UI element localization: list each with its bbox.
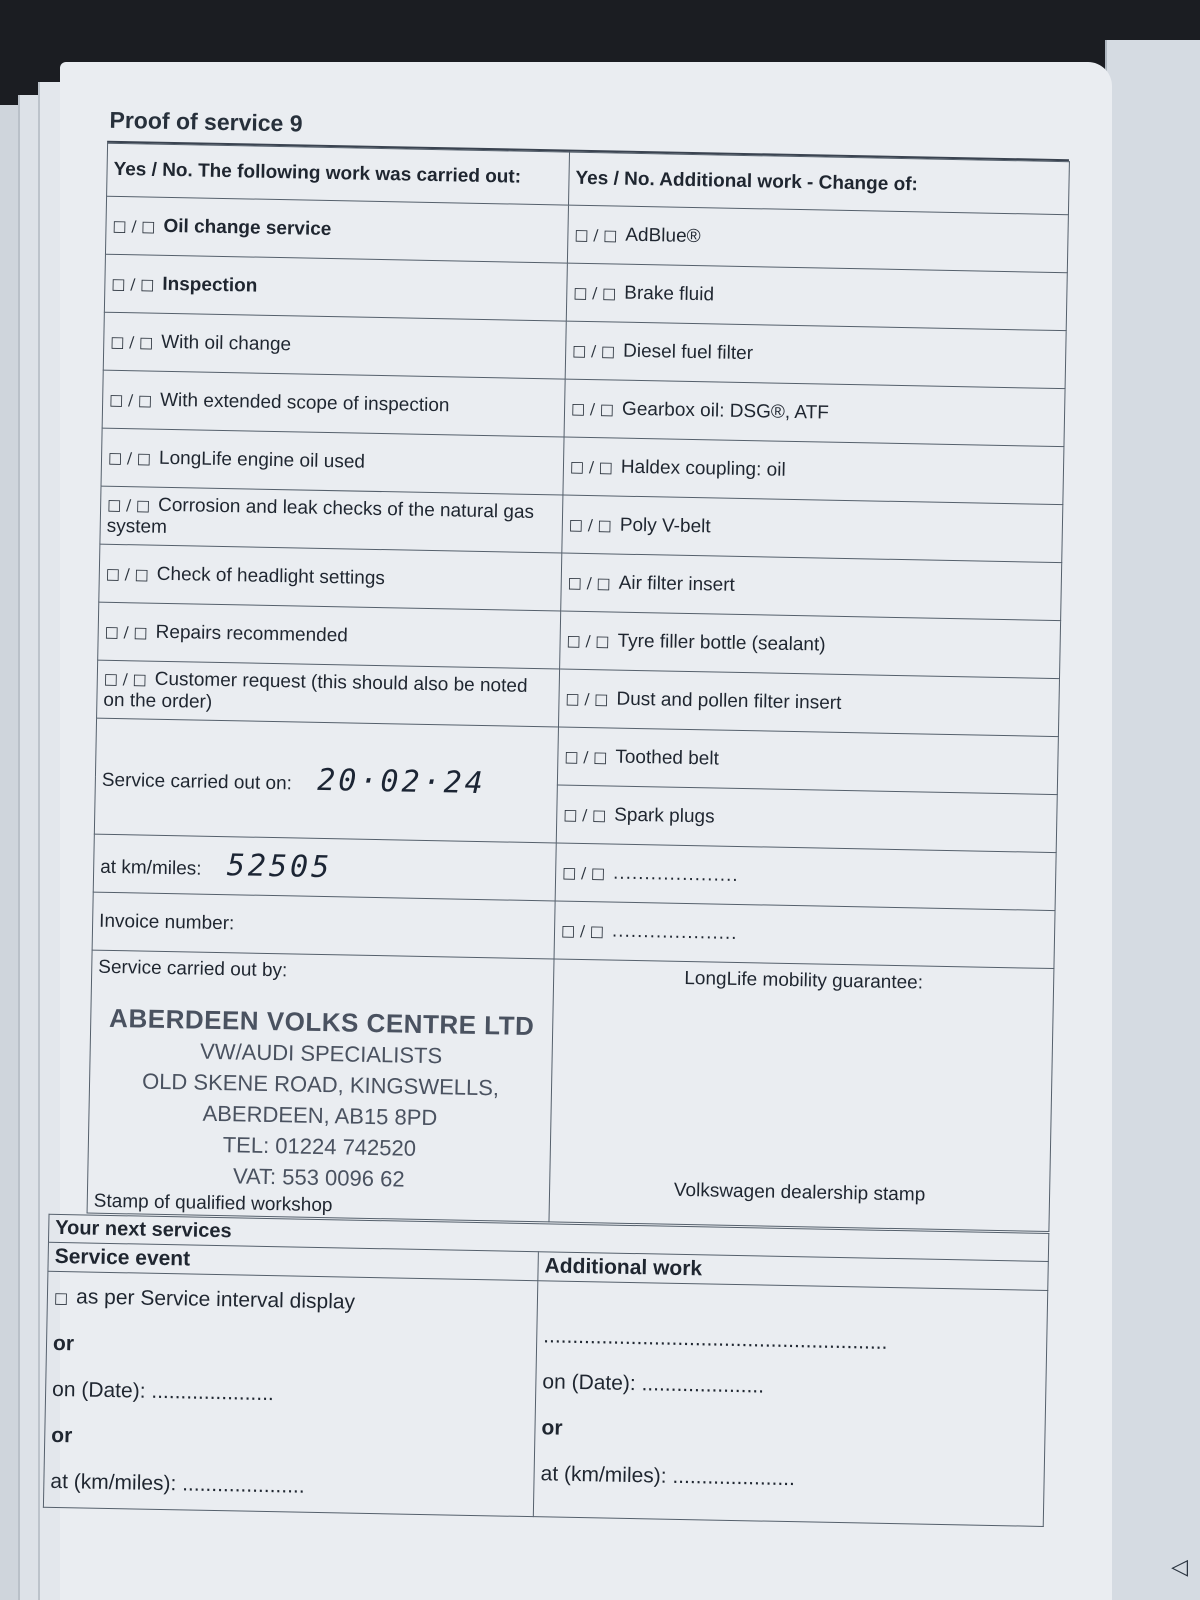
service-date-value[interactable]: 20·02·24 — [316, 762, 487, 802]
left-item: □ / □ With extended scope of inspection — [102, 370, 565, 437]
checkbox-pair[interactable]: □ / □ — [106, 495, 151, 515]
mileage-value[interactable]: 52505 — [226, 848, 333, 886]
checkbox-pair[interactable]: □ / □ — [562, 863, 606, 882]
next-mileage-right[interactable]: at (km/miles): ..................... — [540, 1462, 796, 1491]
next-date[interactable]: on (Date): ..................... — [51, 1377, 275, 1406]
dealer-stamp-area — [556, 988, 1047, 1187]
service-date-label: Service carried out on: — [101, 769, 293, 795]
checkbox-pair[interactable]: □ / □ — [560, 921, 605, 940]
invoice-cell — [92, 892, 555, 959]
checkbox-pair[interactable]: □ / □ — [112, 216, 156, 236]
next-services-table — [43, 1214, 1049, 1527]
facing-page — [1105, 40, 1200, 1600]
service-date-cell — [94, 718, 558, 843]
checkbox-pair[interactable]: □ / □ — [107, 448, 152, 468]
stamp-line-6: VAT: 553 0096 62 — [232, 1163, 405, 1192]
additional-work-line[interactable]: ........................................................... — [543, 1324, 888, 1354]
right-header: Yes / No. Additional work - Change of: — [568, 152, 1069, 215]
left-item: □ / □ Repairs recommended — [98, 602, 561, 669]
next-date-right[interactable]: on (Date): ..................... — [542, 1370, 765, 1398]
checkbox-pair[interactable]: □ / □ — [567, 573, 611, 592]
right-item: □ / □ Haldex coupling: oil — [563, 437, 1064, 505]
checkbox-pair[interactable]: □ / □ — [563, 805, 607, 824]
checkbox-pair[interactable]: □ / □ — [574, 225, 618, 245]
left-header: Yes / No. The following work was carried out: — [107, 143, 570, 205]
left-item: □ / □ With oil change — [103, 312, 566, 379]
checkbox-pair[interactable]: □ / □ — [572, 341, 616, 361]
right-item: □ / □ Poly V-belt — [562, 495, 1063, 563]
stamp-right-label: Volkswagen dealership stamp — [673, 1179, 926, 1206]
workshop-stamp — [94, 1003, 546, 1198]
right-item: □ / □ Air filter insert — [561, 553, 1062, 621]
left-item: □ / □ LongLife engine oil used — [101, 428, 564, 495]
checkbox-pair[interactable]: □ / □ — [570, 399, 615, 418]
right-item: □ / □ Toothed belt — [557, 727, 1058, 795]
checkbox-pair[interactable]: □ / □ — [568, 515, 612, 534]
additional-work-header: Additional work — [538, 1252, 1048, 1291]
left-item: □ / □ Customer request (this should also be noted on the order) — [97, 660, 560, 727]
service-event-header: Service event — [48, 1242, 538, 1280]
stamp-row — [87, 950, 1054, 1231]
right-item: □ / □ .................... — [555, 843, 1056, 911]
mileage-cell — [93, 834, 556, 901]
stamp-line-2: VW/AUDI SPECIALISTS — [199, 1038, 443, 1069]
checkbox-pair[interactable]: □ / □ — [573, 283, 617, 303]
right-item: □ / □ Tyre filler bottle (sealant) — [560, 611, 1061, 679]
checkbox-pair[interactable]: □ / □ — [110, 332, 154, 352]
checkbox-pair[interactable]: □ / □ — [104, 622, 148, 642]
mileage-label: at km/miles: — [99, 856, 202, 880]
invoice-label: Invoice number: — [98, 910, 235, 934]
checkbox-pair[interactable]: □ / □ — [105, 564, 149, 584]
or-text: or — [52, 1331, 75, 1356]
service-event-cell — [43, 1271, 537, 1516]
next-body-row — [43, 1271, 1047, 1526]
left-item: □ / □ Oil change service — [105, 196, 568, 263]
checkbox-pair[interactable]: □ / □ — [111, 274, 155, 294]
form-title: Proof of service 9 — [109, 106, 303, 137]
dealer-stamp-cell — [549, 959, 1054, 1232]
stamp-left-label: Stamp of qualified workshop — [93, 1190, 333, 1217]
right-item: □ / □ Dust and pollen filter insert — [558, 669, 1059, 737]
checkbox-pair[interactable]: □ / □ — [569, 457, 614, 476]
left-item: □ / □ Inspection — [104, 254, 567, 321]
left-item: □ / □ Corrosion and leak checks of the natural gas system — [100, 486, 563, 553]
checkbox-pair[interactable]: □ / □ — [103, 669, 147, 689]
stamp-line-1: ABERDEEN VOLKS CENTRE LTD — [108, 1002, 535, 1042]
checkbox-pair[interactable]: □ / □ — [566, 631, 610, 650]
right-item: □ / □ AdBlue® — [567, 205, 1068, 273]
interval-option: □ as per Service interval display — [53, 1285, 356, 1314]
checkbox-pair[interactable]: □ / □ — [564, 747, 608, 766]
stamp-line-3: OLD SKENE ROAD, KINGSWELLS, — [141, 1068, 500, 1101]
right-item: □ / □ Gearbox oil: DSG®, ATF — [564, 379, 1065, 447]
left-item: □ / □ Check of headlight settings — [99, 544, 562, 611]
next-services-title: Your next services — [48, 1214, 1048, 1261]
right-item: □ / □ Spark plugs — [556, 785, 1057, 853]
stamp-line-5: TEL: 01224 742520 — [222, 1132, 417, 1161]
next-mileage[interactable]: at (km/miles): ..................... — [50, 1469, 305, 1498]
right-item: □ / □ Diesel fuel filter — [565, 321, 1066, 389]
stamp-line-4: ABERDEEN, AB15 8PD — [202, 1100, 438, 1131]
service-form — [42, 96, 1070, 1585]
service-table — [87, 143, 1070, 1232]
checkbox[interactable]: □ — [53, 1288, 69, 1308]
or-text: or — [51, 1423, 73, 1448]
additional-work-cell — [533, 1281, 1047, 1527]
mobility-label: LongLife mobility guarantee: — [684, 967, 924, 994]
checkbox-pair[interactable]: □ / □ — [109, 390, 153, 410]
workshop-stamp-cell — [87, 950, 554, 1222]
carried-out-by-label: Service carried out by: — [98, 956, 288, 982]
right-item: □ / □ Brake fluid — [566, 263, 1067, 331]
page-turn-icon[interactable]: ◁ — [1171, 1554, 1188, 1579]
or-text: or — [541, 1416, 563, 1440]
checkbox-pair[interactable]: □ / □ — [565, 689, 609, 708]
right-item: □ / □ .................... — [554, 901, 1055, 969]
